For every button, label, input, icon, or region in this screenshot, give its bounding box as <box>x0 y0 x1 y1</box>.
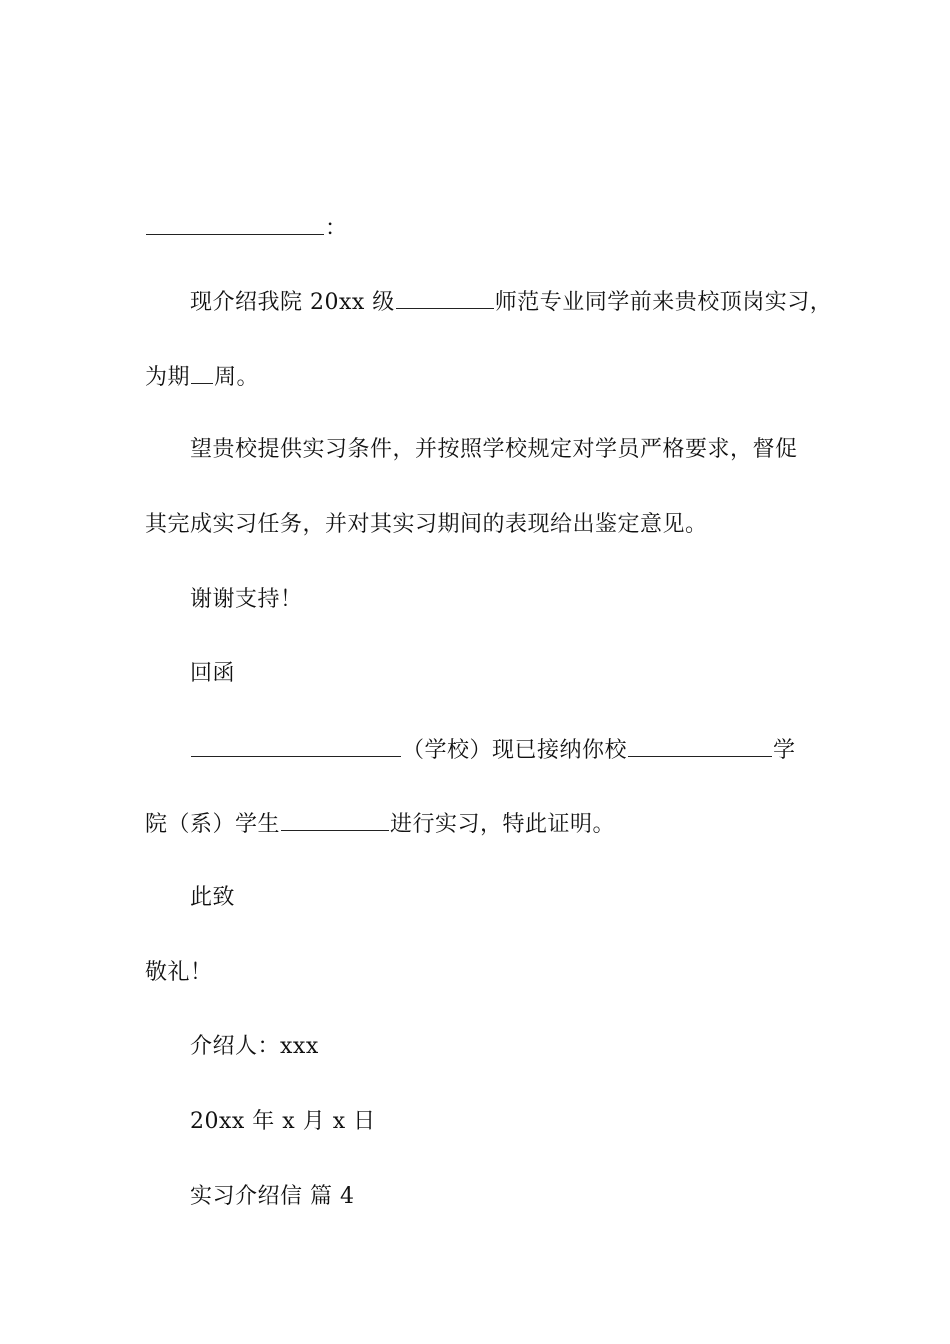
school-blank[interactable] <box>191 734 401 757</box>
addressee-blank[interactable] <box>146 212 324 235</box>
r1-text-b: 学 <box>773 738 796 763</box>
closing-line-1 <box>190 883 235 913</box>
date-line <box>190 1107 376 1137</box>
p1-text-c-a: 为期 <box>145 365 191 390</box>
p2-text-b: 其完成实习任务，并对其实习期间的表现给出鉴定意见。 <box>145 512 708 537</box>
student-blank[interactable] <box>281 808 389 831</box>
closing2-text: 敬礼！ <box>145 960 213 985</box>
next-title-text: 实习介绍信 篇 4 <box>190 1184 355 1209</box>
paragraph-1-line-2 <box>145 361 259 393</box>
introducer-line <box>190 1032 319 1062</box>
r2-text-a: 院（系）学生 <box>145 812 281 837</box>
r2-text-b: 进行实习，特此证明。 <box>390 812 616 837</box>
next-section-title <box>190 1182 354 1212</box>
addressee-colon: ： <box>325 216 348 241</box>
weeks-blank[interactable] <box>191 361 213 384</box>
r1-text-a: （学校）现已接纳你校 <box>402 738 628 763</box>
thanks-line <box>190 585 303 615</box>
introducer-text: 介绍人：xxx <box>190 1034 319 1059</box>
reply-line-2 <box>145 808 615 840</box>
p2-text-a: 望贵校提供实习条件，并按照学校规定对学员严格要求，督促 <box>190 437 798 462</box>
reply-title <box>190 659 235 689</box>
reply-title-text: 回函 <box>190 661 236 686</box>
paragraph-2-line-1 <box>190 435 798 465</box>
closing1-text: 此致 <box>190 885 236 910</box>
date-text: 20xx 年 x 月 x 日 <box>190 1109 376 1134</box>
addressee-line <box>145 212 348 244</box>
p1-text-c-b: 周。 <box>214 365 260 390</box>
thanks-text: 谢谢支持！ <box>190 587 303 612</box>
college-blank[interactable] <box>628 734 772 757</box>
p1-text-b: 师范专业同学前来贵校顶岗实习， <box>494 290 833 315</box>
paragraph-2-line-2 <box>145 510 708 540</box>
major-blank[interactable] <box>396 286 494 309</box>
paragraph-1-line-1 <box>190 286 832 318</box>
closing-line-2 <box>145 958 213 988</box>
p1-text-a: 现介绍我院 20xx 级 <box>190 290 395 315</box>
reply-line-1 <box>190 734 796 766</box>
